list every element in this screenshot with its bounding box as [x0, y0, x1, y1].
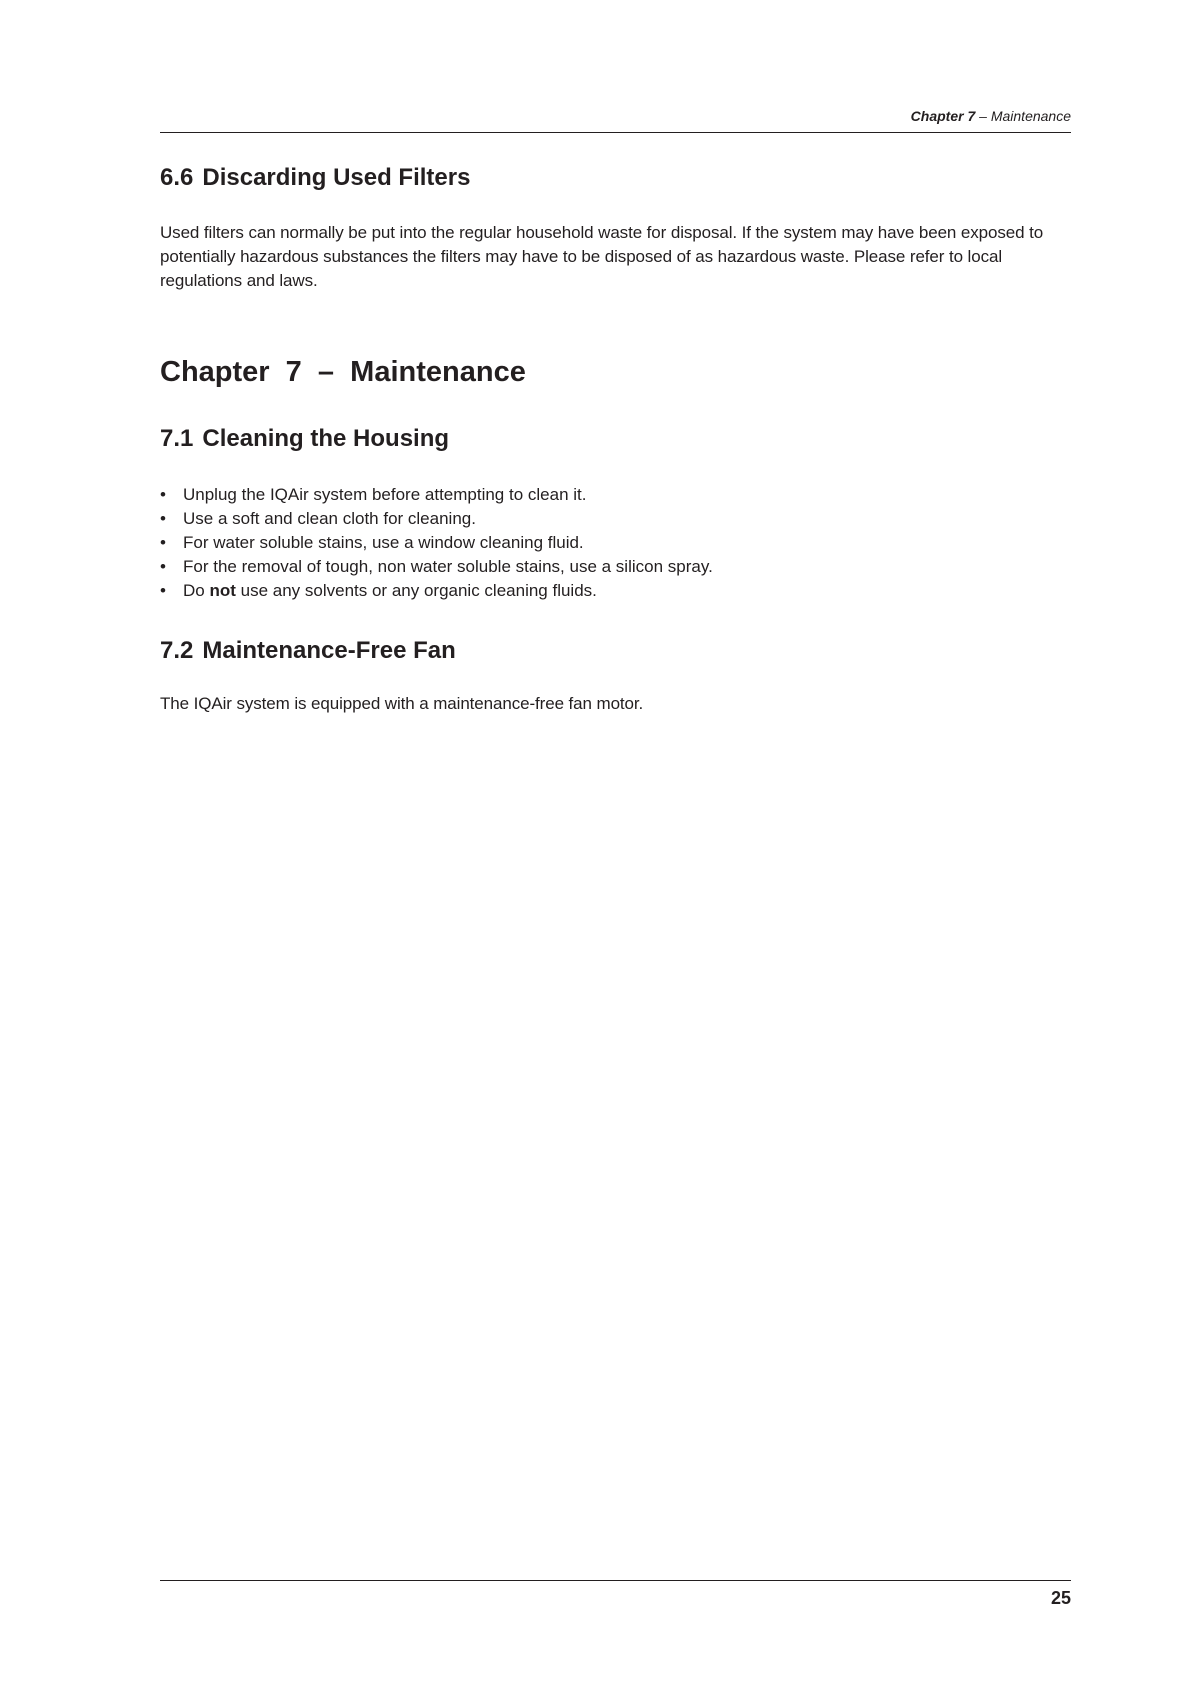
cleaning-bullet-list — [160, 483, 713, 603]
section-7-2-heading — [160, 636, 456, 666]
page-number: 25 — [1050, 1588, 1071, 1608]
bullet-icon: • — [160, 533, 166, 552]
list-item-text: For water soluble stains, use a window cleaning fluid. — [183, 533, 584, 552]
section-number: 7.2 — [160, 637, 194, 664]
section-6-6-paragraph: Used filters can normally be put into the regular household waste for disposal. If the system may have been exposed to potentially hazardous substances the filters may have to be disposed of as hazardous waste. Please refer to local regulations and laws. — [160, 223, 1044, 290]
running-header-separator: – — [975, 108, 991, 124]
chapter-heading: Chapter 7 – Maintenance — [160, 356, 526, 388]
running-header-title: Maintenance — [990, 108, 1071, 124]
list-item-text-end: use any solvents or any organic cleaning fluids. — [235, 581, 597, 600]
bullet-icon: • — [160, 509, 166, 528]
list-item — [160, 555, 713, 579]
list-item — [160, 507, 713, 531]
list-item — [160, 531, 713, 555]
section-title: Maintenance-Free Fan — [202, 637, 456, 664]
running-header — [911, 107, 1071, 125]
header-rule — [160, 132, 1071, 133]
bullet-icon: • — [160, 485, 166, 504]
section-title: Discarding Used Filters — [202, 164, 471, 191]
bullet-icon: • — [160, 581, 166, 600]
list-item-text: Use a soft and clean cloth for cleaning. — [183, 509, 476, 528]
section-title: Cleaning the Housing — [202, 425, 450, 452]
list-item-text: Unplug the IQAir system before attempting to clean it. — [183, 485, 587, 504]
list-item — [160, 483, 713, 507]
section-number: 7.1 — [160, 425, 194, 452]
section-7-2-paragraph: The IQAir system is equipped with a maintenance-free fan motor. — [160, 694, 644, 713]
running-header-chapter: Chapter 7 — [910, 108, 976, 124]
list-item-text: For the removal of tough, non water soluble stains, use a silicon spray. — [183, 557, 713, 576]
footer-rule — [160, 1580, 1071, 1581]
bullet-icon: • — [160, 557, 166, 576]
emphasis-not: not — [209, 581, 236, 600]
section-7-1-heading — [160, 424, 449, 454]
section-6-6-heading — [160, 163, 470, 193]
list-item — [160, 579, 713, 603]
section-number: 6.6 — [160, 164, 194, 191]
list-item-text-start: Do — [183, 581, 210, 600]
